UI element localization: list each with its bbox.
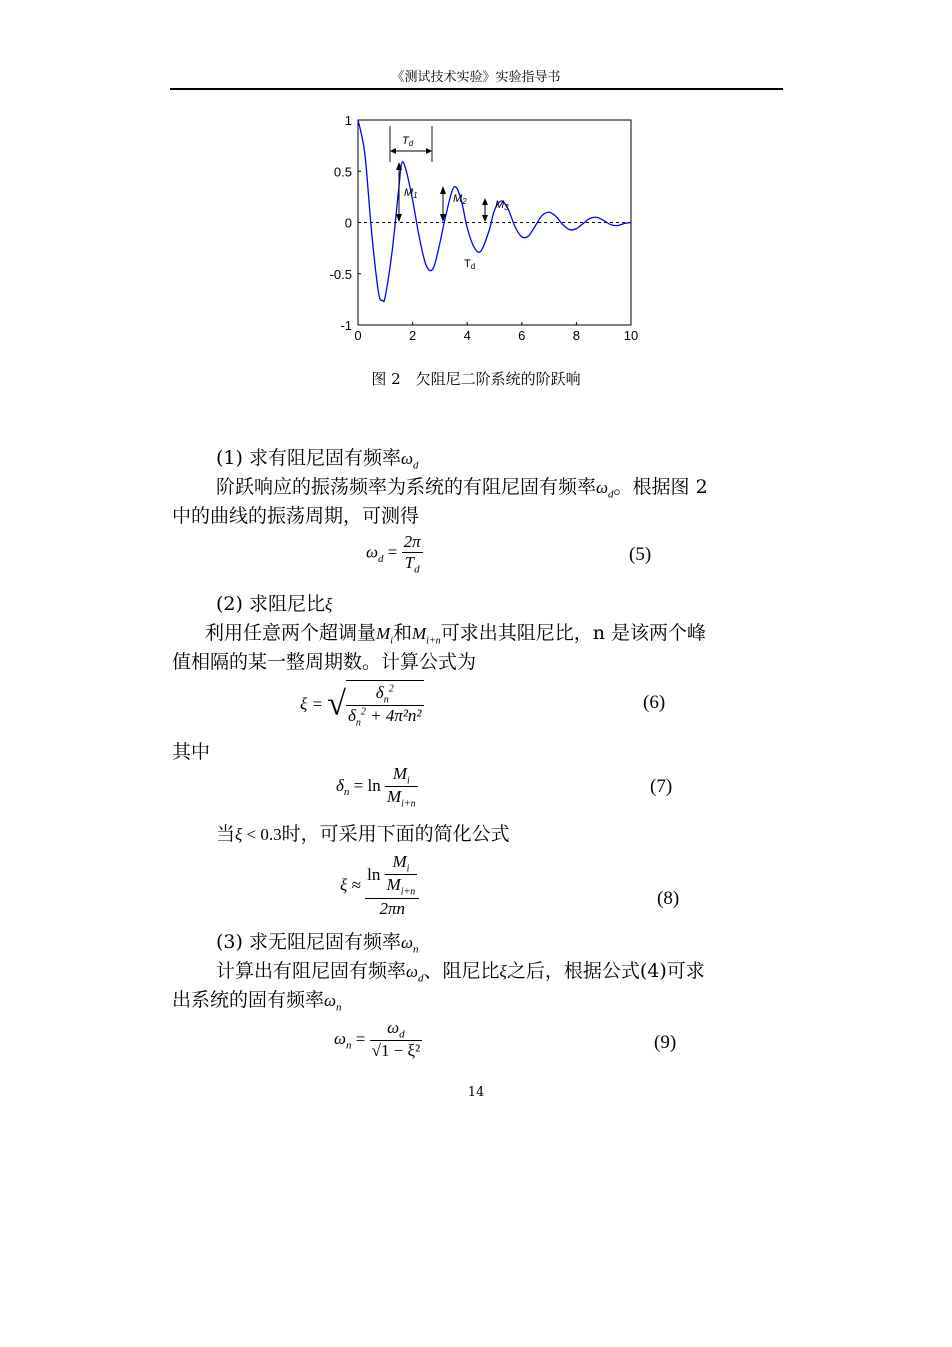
section-2-heading: (2) 求阻尼比ξ [216,593,333,615]
section-3-heading: (3) 求无阻尼固有频率$\omega_n$ [216,931,419,956]
equation-9-number: (9) [654,1032,677,1053]
eq6-fraction: $\frac{\delta_n^2}{\delta_n^2 + 4\pi^2n^2}$ [346,680,424,729]
eq7-fraction: $\frac{M_i}{M_{i+n}}$ [386,764,416,810]
x-tick-label: 4 [463,328,471,343]
equation-5-number: (5) [629,544,652,565]
omega-d-symbol-inline: $\omega_d$ [596,478,614,501]
m2-label: M2 [453,193,467,206]
equation-7-number: (7) [650,776,673,797]
omega-n-symbol: $\omega_n$ [400,933,419,956]
section-2-body-line2: 值相隔的某一整周期数。计算公式为 [172,651,477,673]
step-response-chart [320,108,650,348]
eq5-fraction: $\frac{2\pi}{T_d}$ [403,532,421,576]
xi-symbol-s3: ξ [499,962,507,981]
simplified-condition-line: 当ξ < 0.3时，可采用下面的简化公式 [216,823,510,845]
omega-d-symbol-s3: $\omega_d$ [406,962,424,985]
section-3-body-line2: 出系统的固有频率$\omega_n$ [172,989,342,1014]
y-tick-label: 1 [344,113,352,128]
equation-9: $\omega_n$ = $\frac{\omega_d}{\text{√1 − ξ²}}$ [334,1018,421,1061]
equation-5: $\omega_d$ = $\frac{2\pi}{T_d}$ [366,532,421,576]
eq8-inner-fraction: $\frac{M_i}{M_{i+n}}$ [386,852,416,898]
section-1-body-line2: 中的曲线的振荡周期，可测得 [172,505,420,527]
td-top-label: Td [402,135,414,148]
y-tick-label: 0.5 [333,164,352,180]
x-tick-label: 0 [354,328,362,343]
m3-label: M3 [495,199,509,212]
section-3-body-line1: 计算出有阻尼固有频率$\omega_d$、阻尼比ξ之后，根据公式(4)可求 [216,960,705,985]
x-tick-label: 6 [518,328,526,343]
omega-n-symbol-s3: $\omega_n$ [324,991,342,1014]
td-mid-label: Td [464,258,476,271]
y-tick-label: 0 [344,215,352,231]
eq8-outer-fraction: ln $\frac{M_i}{M_{i+n}}$ 2πn [365,852,419,919]
equation-8-number: (8) [657,888,680,909]
equation-8: ξ ≈ ln $\frac{M_i}{M_{i+n}}$ 2πn [340,852,419,919]
section-1-body-line1: 阶跃响应的振荡频率为系统的有阻尼固有频率$\omega_d$。根据图 2 [216,476,708,501]
xi-condition: ξ < 0.3 [235,825,282,844]
section-2-body-line1: 利用任意两个超调量$M_i$和$M_{i+n}$可求出其阻尼比，n 是该两个峰 [205,622,706,647]
where-label: 其中 [172,741,211,763]
header-rule [170,88,783,90]
m-in-symbol: $M_{i+n}$ [411,624,441,647]
y-tick-label: -0.5 [329,266,352,282]
m1-label: M1 [404,187,418,200]
header-title: 《测试技术实验》实验指导书 [391,70,561,85]
xi-symbol: ξ [324,595,333,614]
equation-6-number: (6) [643,692,666,713]
section-1-heading-text: (1) 求有阻尼固有频率 [216,447,401,469]
equation-6: ξ = √ $\frac{\delta_n^2}{\delta_n^2 + 4\pi^2n^2}$ [300,680,424,729]
m-i-symbol: $M_i$ [376,624,393,647]
figure-caption: 图 2 欠阻尼二阶系统的阶跃响 [371,370,581,388]
page-number: 14 [467,1085,485,1100]
omega-d-symbol: $\omega_d$ [400,449,419,472]
x-tick-label: 2 [408,328,417,343]
x-tick-label: 10 [623,328,639,343]
eq9-fraction: $\frac{\omega_d}{\text{√1 − ξ²}}$ [371,1018,421,1061]
x-tick-label: 8 [572,328,581,343]
equation-7: $\delta_n = \ln$ $\frac{M_i}{M_{i+n}}$ [336,764,416,810]
y-tick-label: -1 [340,318,352,333]
